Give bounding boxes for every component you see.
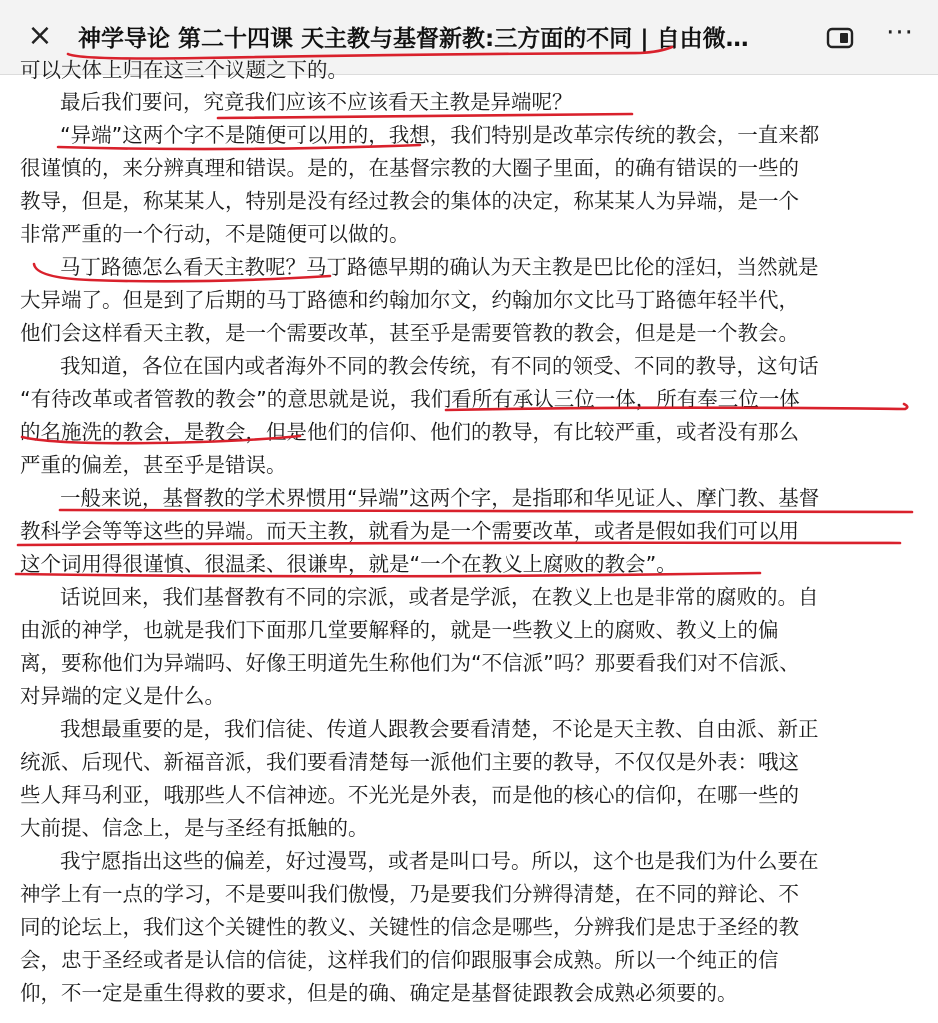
paragraph-line: 很谨慎的，来分辨真理和错误。是的，在基督宗教的大圈子里面，的确有错误的一些的 xyxy=(20,156,799,180)
paragraph-line: 同的论坛上，我们这个关键性的教义、关键性的信念是哪些，分辨我们是忠于圣经的教 xyxy=(20,915,799,939)
paragraph-line: 非常严重的一个行动，不是随便可以做的。 xyxy=(20,222,410,246)
paragraph-line: 最后我们要问，究竟我们应该不应该看天主教是异端呢？ xyxy=(60,90,573,114)
paragraph-line: 的名施洗的教会，是教会，但是他们的信仰、他们的教导，有比较严重，或者没有那么 xyxy=(20,420,799,444)
paragraph-line: 统派、后现代、新福音派，我们要看清楚每一派他们主要的教导，不仅仅是外表：哦这 xyxy=(20,750,799,774)
paragraph-line: 我想最重要的是，我们信徒、传道人跟教会要看清楚，不论是天主教、自由派、新正 xyxy=(60,717,819,741)
paragraph-line: 严重的偏差，甚至乎是错误。 xyxy=(20,453,287,477)
paragraph-line: 我知道，各位在国内或者海外不同的教会传统，有不同的领受、不同的教导，这句话 xyxy=(60,354,819,378)
paragraph-line: 神学上有一点的学习，不是要叫我们傲慢，乃是要我们分辨得清楚，在不同的辩论、不 xyxy=(20,882,799,906)
paragraph-line: 对异端的定义是什么。 xyxy=(20,684,225,708)
page-title: 神学导论 第二十四课 天主教与基督新教:三方面的不同 | 自由微… xyxy=(78,26,749,52)
paragraph-line: 马丁路德怎么看天主教呢？马丁路德早期的确认为天主教是巴比伦的淫妇，当然就是 xyxy=(60,255,819,279)
paragraph-line: 大异端了。但是到了后期的马丁路德和约翰加尔文，约翰加尔文比马丁路德年轻半代， xyxy=(20,288,799,312)
paragraph-line: 会，忠于圣经或者是认信的信徒，这样我们的信仰跟服事会成熟。所以一个纯正的信 xyxy=(20,948,779,972)
more-options-icon[interactable]: ··· xyxy=(886,18,914,48)
paragraph-line: “异端”这两个字不是随便可以用的，我想，我们特别是改革宗传统的教会，一直来都 xyxy=(60,123,820,147)
paragraph-line: 他们会这样看天主教，是一个需要改革，甚至乎是需要管教的教会，但是是一个教会。 xyxy=(20,321,799,345)
paragraph-line: 些人拜马利亚，哦那些人不信神迹。不光光是外表，而是他的核心的信仰，在哪一些的 xyxy=(20,783,799,807)
paragraph-line: 教科学会等等这些的异端。而天主教，就看为是一个需要改革，或者是假如我们可以用 xyxy=(20,519,799,543)
article-body xyxy=(0,58,938,1023)
close-icon[interactable]: × xyxy=(27,18,53,53)
paragraph-line: 一般来说，基督教的学术界惯用“异端”这两个字，是指耶和华见证人、摩门教、基督 xyxy=(60,486,820,510)
paragraph-line: 话说回来，我们基督教有不同的宗派，或者是学派，在教义上也是非常的腐败的。自 xyxy=(60,585,819,609)
minimize-window-icon[interactable] xyxy=(826,27,854,49)
paragraph-line: 大前提、信念上，是与圣经有抵触的。 xyxy=(20,816,369,840)
paragraph-line: 由派的神学，也就是我们下面那几堂要解释的，就是一些教义上的腐败、教义上的偏 xyxy=(20,618,779,642)
paragraph-line: 仰，不一定是重生得救的要求，但是的确、确定是基督徒跟教会成熟必须要的。 xyxy=(20,981,738,1005)
paragraph-line: “有待改革或者管教的教会”的意思就是说，我们看所有承认三位一体，所有奉三位一体 xyxy=(20,387,800,411)
paragraph-line: 我宁愿指出这些的偏差，好过漫骂，或者是叫口号。所以，这个也是我们为什么要在 xyxy=(60,849,819,873)
paragraph-line: 离，要称他们为异端吗、好像王明道先生称他们为“不信派”吗？那要看我们对不信派、 xyxy=(20,651,800,675)
paragraph-line: 这个词用得很谨慎、很温柔、很谦卑，就是“一个在教义上腐败的教会”。 xyxy=(20,552,677,576)
paragraph-line: 教导，但是，称某某人，特别是没有经过教会的集体的决定，称某某人为异端，是一个 xyxy=(20,189,799,213)
paragraph-line: 可以大体上归在这三个议题之下的。 xyxy=(20,58,348,82)
